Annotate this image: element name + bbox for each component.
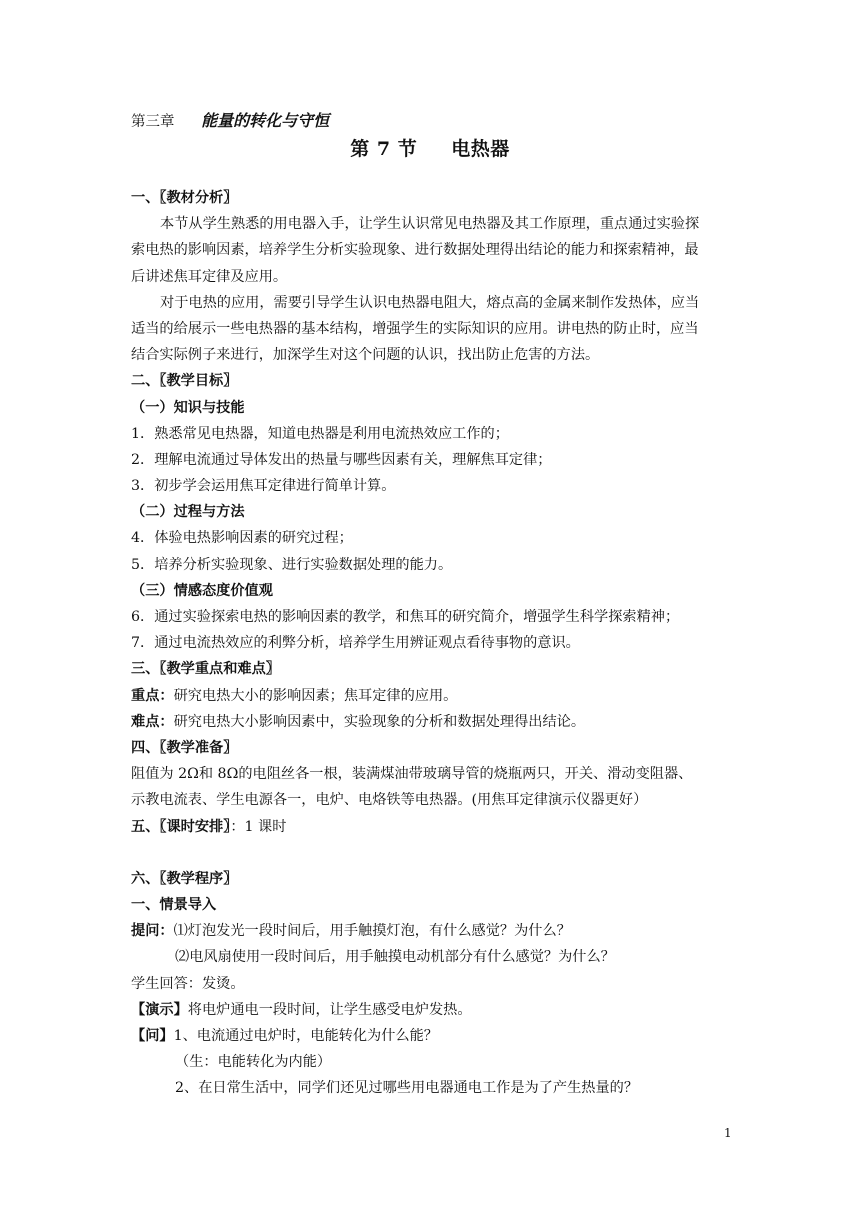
line-text: ：1 课时 — [230, 818, 287, 835]
line-text: 对于电热的应用，需要引导学生认识电热器电阻大，熔点高的金属来制作发热体，应当 — [160, 294, 700, 311]
line-text: 1、电流通过电炉时，电能转化为什么能？ — [173, 1028, 438, 1044]
inline-label: 五、〖课时安排〗 — [131, 818, 231, 835]
inline-label: 提问： — [131, 923, 174, 940]
line-text: 后讲述焦耳定律及应用。 — [131, 268, 288, 285]
text-line — [131, 421, 731, 447]
line-text: 学生回答：发烫。 — [131, 975, 245, 992]
text-line — [131, 552, 731, 578]
text-line — [131, 761, 731, 787]
line-text: 2、在日常生活中，同学们还见过哪些用电器通电工作是为了产生热量的？ — [175, 1080, 639, 1097]
line-text: 研究电热大小影响因素中，实验现象的分析和数据处理得出结论。 — [173, 713, 586, 730]
section-heading — [131, 368, 731, 394]
text-line — [131, 264, 731, 290]
section-heading — [131, 578, 731, 604]
section-heading — [131, 866, 731, 892]
line-text: （生：电能转化为内能） — [175, 1054, 332, 1071]
section-heading — [131, 395, 731, 421]
section-heading — [131, 892, 731, 918]
text-line — [131, 473, 731, 499]
text-line — [131, 944, 731, 970]
section-number: 第 7 节 — [350, 138, 418, 160]
line-text: 本节从学生熟悉的用电器入手，让学生认识常见电热器及其工作原理，重点通过实验探 — [160, 216, 700, 233]
text-line — [131, 814, 731, 840]
line-text: 示教电流表、学生电源各一，电炉、电烙铁等电热器。(用焦耳定律演示仪器更好） — [131, 792, 648, 809]
line-text: 1．熟悉常见电热器，知道电热器是利用电流热效应工作的； — [131, 425, 509, 442]
inline-label: 难点： — [131, 713, 174, 730]
line-text: 2．理解电流通过导体发出的热量与哪些因素有关，理解焦耳定律； — [131, 451, 552, 468]
line-text: 一、〖教材分析〗 — [131, 190, 238, 206]
line-text: 三、〖教学重点和难点〗 — [131, 661, 280, 678]
text-line — [131, 525, 731, 551]
section-heading — [131, 185, 731, 211]
line-text: 6．通过实验探索电热的影响因素的教学，和焦耳的研究简介，增强学生科学探索精神； — [131, 609, 680, 625]
line-text: 4．体验电热影响因素的研究过程； — [131, 530, 353, 547]
text-line — [131, 290, 731, 316]
line-text: 结合实际例子来进行，加深学生对这个问题的认识，找出防止危害的方法。 — [131, 347, 600, 364]
text-line — [131, 997, 731, 1023]
inline-label: 【演示】 — [131, 1001, 188, 1018]
text-line — [131, 683, 731, 709]
line-text: 四、〖教学准备〗 — [131, 739, 238, 756]
line-text: 3．初步学会运用焦耳定律进行简单计算。 — [131, 478, 396, 495]
line-text: 研究电热大小的影响因素；焦耳定律的应用。 — [173, 687, 458, 704]
chapter-name: 能量的转化与守恒 — [201, 111, 330, 130]
line-text: 将电炉通电一段时间，让学生感受电炉发热。 — [187, 1001, 472, 1018]
text-line — [131, 1075, 731, 1101]
line-text: ⑵电风扇使用一段时间后，用手触摸电动机部分有什么感觉？为什么？ — [175, 949, 615, 966]
text-line — [131, 342, 731, 368]
line-text: 二、〖教学目标〗 — [131, 373, 238, 390]
section-heading — [131, 735, 731, 761]
text-line — [131, 971, 731, 997]
line-text: 5．培养分析实验现象、进行实验数据处理的能力。 — [131, 556, 453, 573]
line-text: ⑴灯泡发光一段时间后，用手触摸灯泡，有什么感觉？为什么？ — [173, 923, 571, 940]
text-line — [131, 1023, 731, 1049]
text-line — [131, 709, 731, 735]
document-body — [131, 185, 731, 1102]
text-line — [131, 237, 731, 263]
inline-label: 【问】 — [131, 1028, 174, 1044]
chapter-number: 第三章 — [131, 114, 175, 130]
section-heading — [131, 499, 731, 525]
text-line — [131, 316, 731, 342]
section-name: 电热器 — [451, 138, 510, 160]
line-text: （二）过程与方法 — [131, 504, 245, 521]
section-title — [0, 134, 860, 161]
line-text: 一、情景导入 — [131, 897, 217, 914]
blank-line — [131, 840, 731, 866]
text-line — [131, 211, 731, 237]
line-text: 六、〖教学程序〗 — [131, 870, 238, 887]
section-heading — [131, 656, 731, 682]
text-line — [131, 1049, 731, 1075]
line-text: 适当的给展示一些电热器的基本结构，增强学生的实际知识的应用。讲电热的防止时，应当 — [131, 320, 699, 337]
chapter-header — [131, 108, 329, 131]
line-text: （一）知识与技能 — [131, 399, 245, 416]
text-line — [131, 630, 731, 656]
line-text: 阻值为 2Ω和 8Ω的电阻丝各一根，装满煤油带玻璃导管的烧瓶两只，开关、滑动变阻器、 — [131, 766, 693, 783]
text-line — [131, 918, 731, 944]
text-line — [131, 787, 731, 813]
page-number: 1 — [724, 1126, 732, 1140]
line-text: 索电热的影响因素，培养学生分析实验现象、进行数据处理得出结论的能力和探索精神，最 — [131, 242, 699, 259]
line-text: （三）情感态度价值观 — [131, 582, 273, 599]
inline-label: 重点： — [131, 687, 174, 704]
text-line — [131, 604, 731, 630]
line-text: 7．通过电流热效应的利弊分析，培养学生用辨证观点看待事物的意识。 — [131, 635, 580, 652]
text-line — [131, 447, 731, 473]
